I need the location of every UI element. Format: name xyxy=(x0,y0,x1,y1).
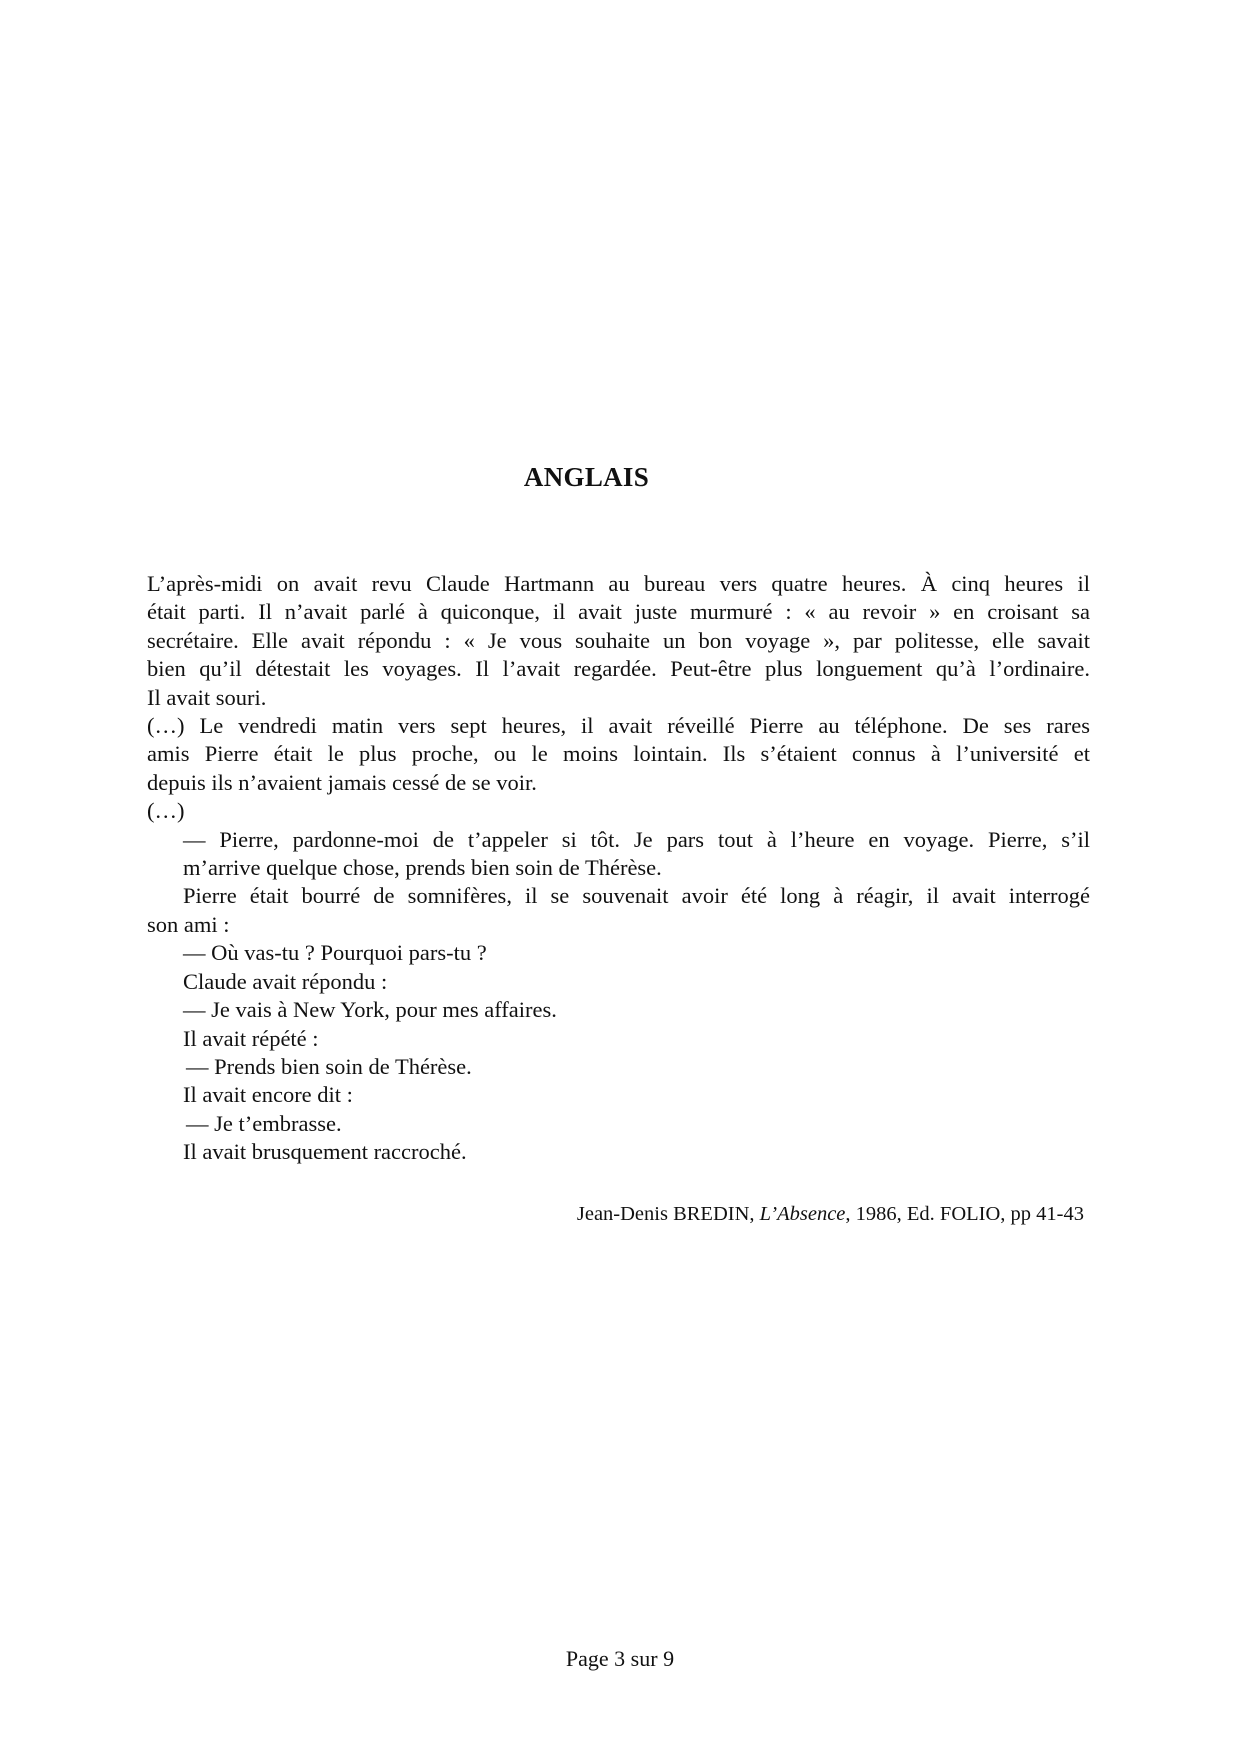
text-line: Claude avait répondu : xyxy=(183,968,388,994)
text-line: Il avait brusquement raccroché. xyxy=(183,1139,467,1165)
page-title: ANGLAIS xyxy=(523,462,650,492)
citation-author: Jean-Denis BREDIN, xyxy=(576,1203,760,1225)
text-line: secrétaire. Elle avait répondu : « Je vous souhaite un bon voyage », par politesse, elle savait xyxy=(147,627,1090,653)
text-line: L’après-midi on avait revu Claude Hartmann au bureau vers quatre heures. À cinq heures il xyxy=(147,571,1090,596)
text-line: Il avait encore dit : xyxy=(183,1082,353,1108)
text-line: (…) xyxy=(147,798,185,824)
text-line: (…) Le vendredi matin vers sept heures, il avait réveillé Pierre au téléphone. De ses rares xyxy=(147,713,1090,739)
dialogue-line: m’arrive quelque chose, prends bien soin de Thérèse. xyxy=(183,855,662,881)
citation-details: , 1986, Ed. FOLIO, pp 41-43 xyxy=(845,1203,1084,1225)
text-line: Il avait souri. xyxy=(147,684,267,710)
text-line: amis Pierre était le plus proche, ou le moins lointain. Ils s’étaient connus à l’université et xyxy=(147,741,1090,767)
text-line: depuis ils n’avaient jamais cessé de se voir. xyxy=(147,769,537,795)
text-line: Pierre était bourré de somnifères, il se souvenait avoir été long à réagir, il avait interrogé xyxy=(183,883,1090,909)
dialogue-line: — Je t’embrasse. xyxy=(186,1110,342,1136)
dialogue-line: — Pierre, pardonne-moi de t’appeler si tôt. Je pars tout à l’heure en voyage. Pierre, s’il xyxy=(183,826,1090,852)
text-line: Il avait répété : xyxy=(183,1025,319,1051)
page-number: Page 3 sur 9 xyxy=(565,1646,675,1671)
text-line: bien qu’il détestait les voyages. Il l’avait regardée. Peut-être plus longuement qu’à l’ordinaire. xyxy=(147,656,1090,682)
excerpt-text xyxy=(147,570,1090,1167)
text-line: était parti. Il n’avait parlé à quiconque, il avait juste murmuré : « au revoir » en croisant sa xyxy=(147,599,1090,625)
dialogue-line: — Prends bien soin de Thérèse. xyxy=(186,1053,472,1079)
text-line: son ami : xyxy=(147,911,230,937)
dialogue-line: — Je vais à New York, pour mes affaires. xyxy=(183,997,557,1023)
dialogue-line: — Où vas-tu ? Pourquoi pars-tu ? xyxy=(183,940,487,966)
source-citation xyxy=(0,1203,1084,1226)
citation-work-title: L’Absence xyxy=(759,1203,846,1225)
